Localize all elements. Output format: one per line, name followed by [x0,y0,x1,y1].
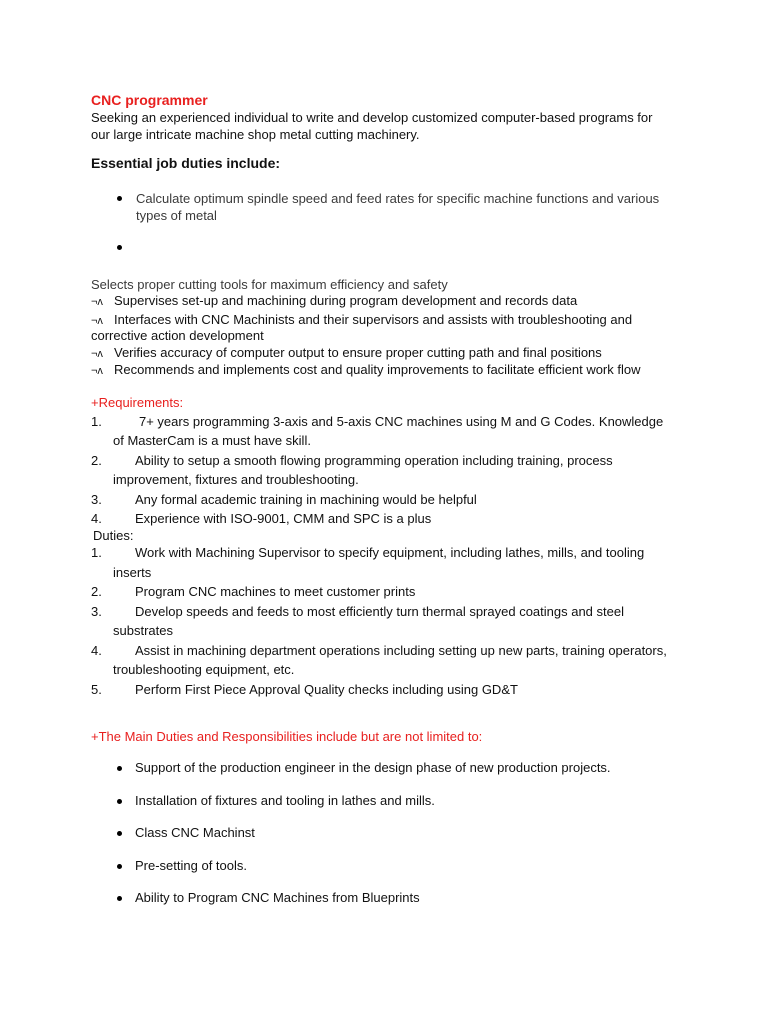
requirement-3: Any formal academic training in machining would be helpful [135,492,477,507]
bullet-icon [117,799,122,804]
duties-label: Duties: [93,528,134,543]
main-duty-4: Pre-setting of tools. [135,858,247,873]
duty-1-line-2: inserts [113,565,152,580]
duty-number: 3. [91,604,102,619]
duties-heading: Essential job duties include: [91,155,281,171]
duty-3-line-2: substrates [113,623,173,638]
list-symbol-icon: ¬ʌ [91,296,103,308]
duty-2: Program CNC machines to meet customer prints [135,584,416,599]
duty-1-line-1: Work with Machining Supervisor to specify equipment, including lathes, mills, and tooling [135,545,645,560]
duty-number: 2. [91,584,102,599]
bullet-icon [117,766,122,771]
list-symbol-icon: ¬ʌ [91,365,103,377]
requirement-2-line-2: improvement, fixtures and troubleshooting. [113,472,359,487]
bullet-icon [117,196,122,201]
bullet-icon-empty [117,245,122,250]
intro-line-2: our large intricate machine shop metal cutting machinery. [91,127,420,142]
bullet-top-line-1: Calculate optimum spindle speed and feed rates for specific machine functions and various [136,191,660,206]
requirement-number: 3. [91,492,102,507]
duty-number: 4. [91,643,102,658]
list-symbol-icon: ¬ʌ [91,315,103,327]
duty-4-line-2: troubleshooting equipment, etc. [113,662,295,677]
requirement-4: Experience with ISO-9001, CMM and SPC is a plus [135,511,432,526]
bullet-top-line-2: types of metal [136,208,217,223]
requirement-1-line-1: 7+ years programming 3-axis and 5-axis CNC machines using M and G Codes. Knowledge [139,414,664,429]
duty-3-line-1: Develop speeds and feeds to most efficiently turn thermal sprayed coatings and steel [135,604,624,619]
duty-number: 5. [91,682,102,697]
duty-4-line-1: Assist in machining department operations including setting up new parts, training operators, [135,643,667,658]
requirement-number: 1. [91,414,102,429]
bullet-icon [117,864,122,869]
requirement-2-line-1: Ability to setup a smooth flowing programming operation including training, process [135,453,613,468]
main-duty-2: Installation of fixtures and tooling in lathes and mills. [135,793,435,808]
intro-line-1: Seeking an experienced individual to write and develop customized computer-based programs for [91,110,653,125]
main-duty-5: Ability to Program CNC Machines from Blueprints [135,890,420,905]
requirements-heading: +Requirements: [91,395,184,410]
main-duty-3: Class CNC Machinst [135,825,255,840]
document-title: CNC programmer [91,92,208,108]
bullet-icon [117,831,122,836]
requirement-number: 4. [91,511,102,526]
symbol-item-2-line-2: corrective action development [91,328,264,343]
symbol-item-3: Verifies accuracy of computer output to ensure proper cutting path and final positions [114,345,602,360]
requirement-1-line-2: of MasterCam is a must have skill. [113,433,311,448]
main-duties-heading: +The Main Duties and Responsibilities include but are not limited to: [91,729,483,744]
requirement-number: 2. [91,453,102,468]
selects-line: Selects proper cutting tools for maximum efficiency and safety [91,277,448,292]
duty-number: 1. [91,545,102,560]
list-symbol-icon: ¬ʌ [91,348,103,360]
symbol-item-4: Recommends and implements cost and quality improvements to facilitate efficient work flow [114,362,641,377]
symbol-item-1: Supervises set-up and machining during program development and records data [114,293,578,308]
bullet-icon [117,896,122,901]
symbol-item-2-line-1: Interfaces with CNC Machinists and their supervisors and assists with troubleshooting and [114,312,633,327]
duty-5: Perform First Piece Approval Quality checks including using GD&T [135,682,518,697]
main-duty-1: Support of the production engineer in the design phase of new production projects. [135,760,611,775]
